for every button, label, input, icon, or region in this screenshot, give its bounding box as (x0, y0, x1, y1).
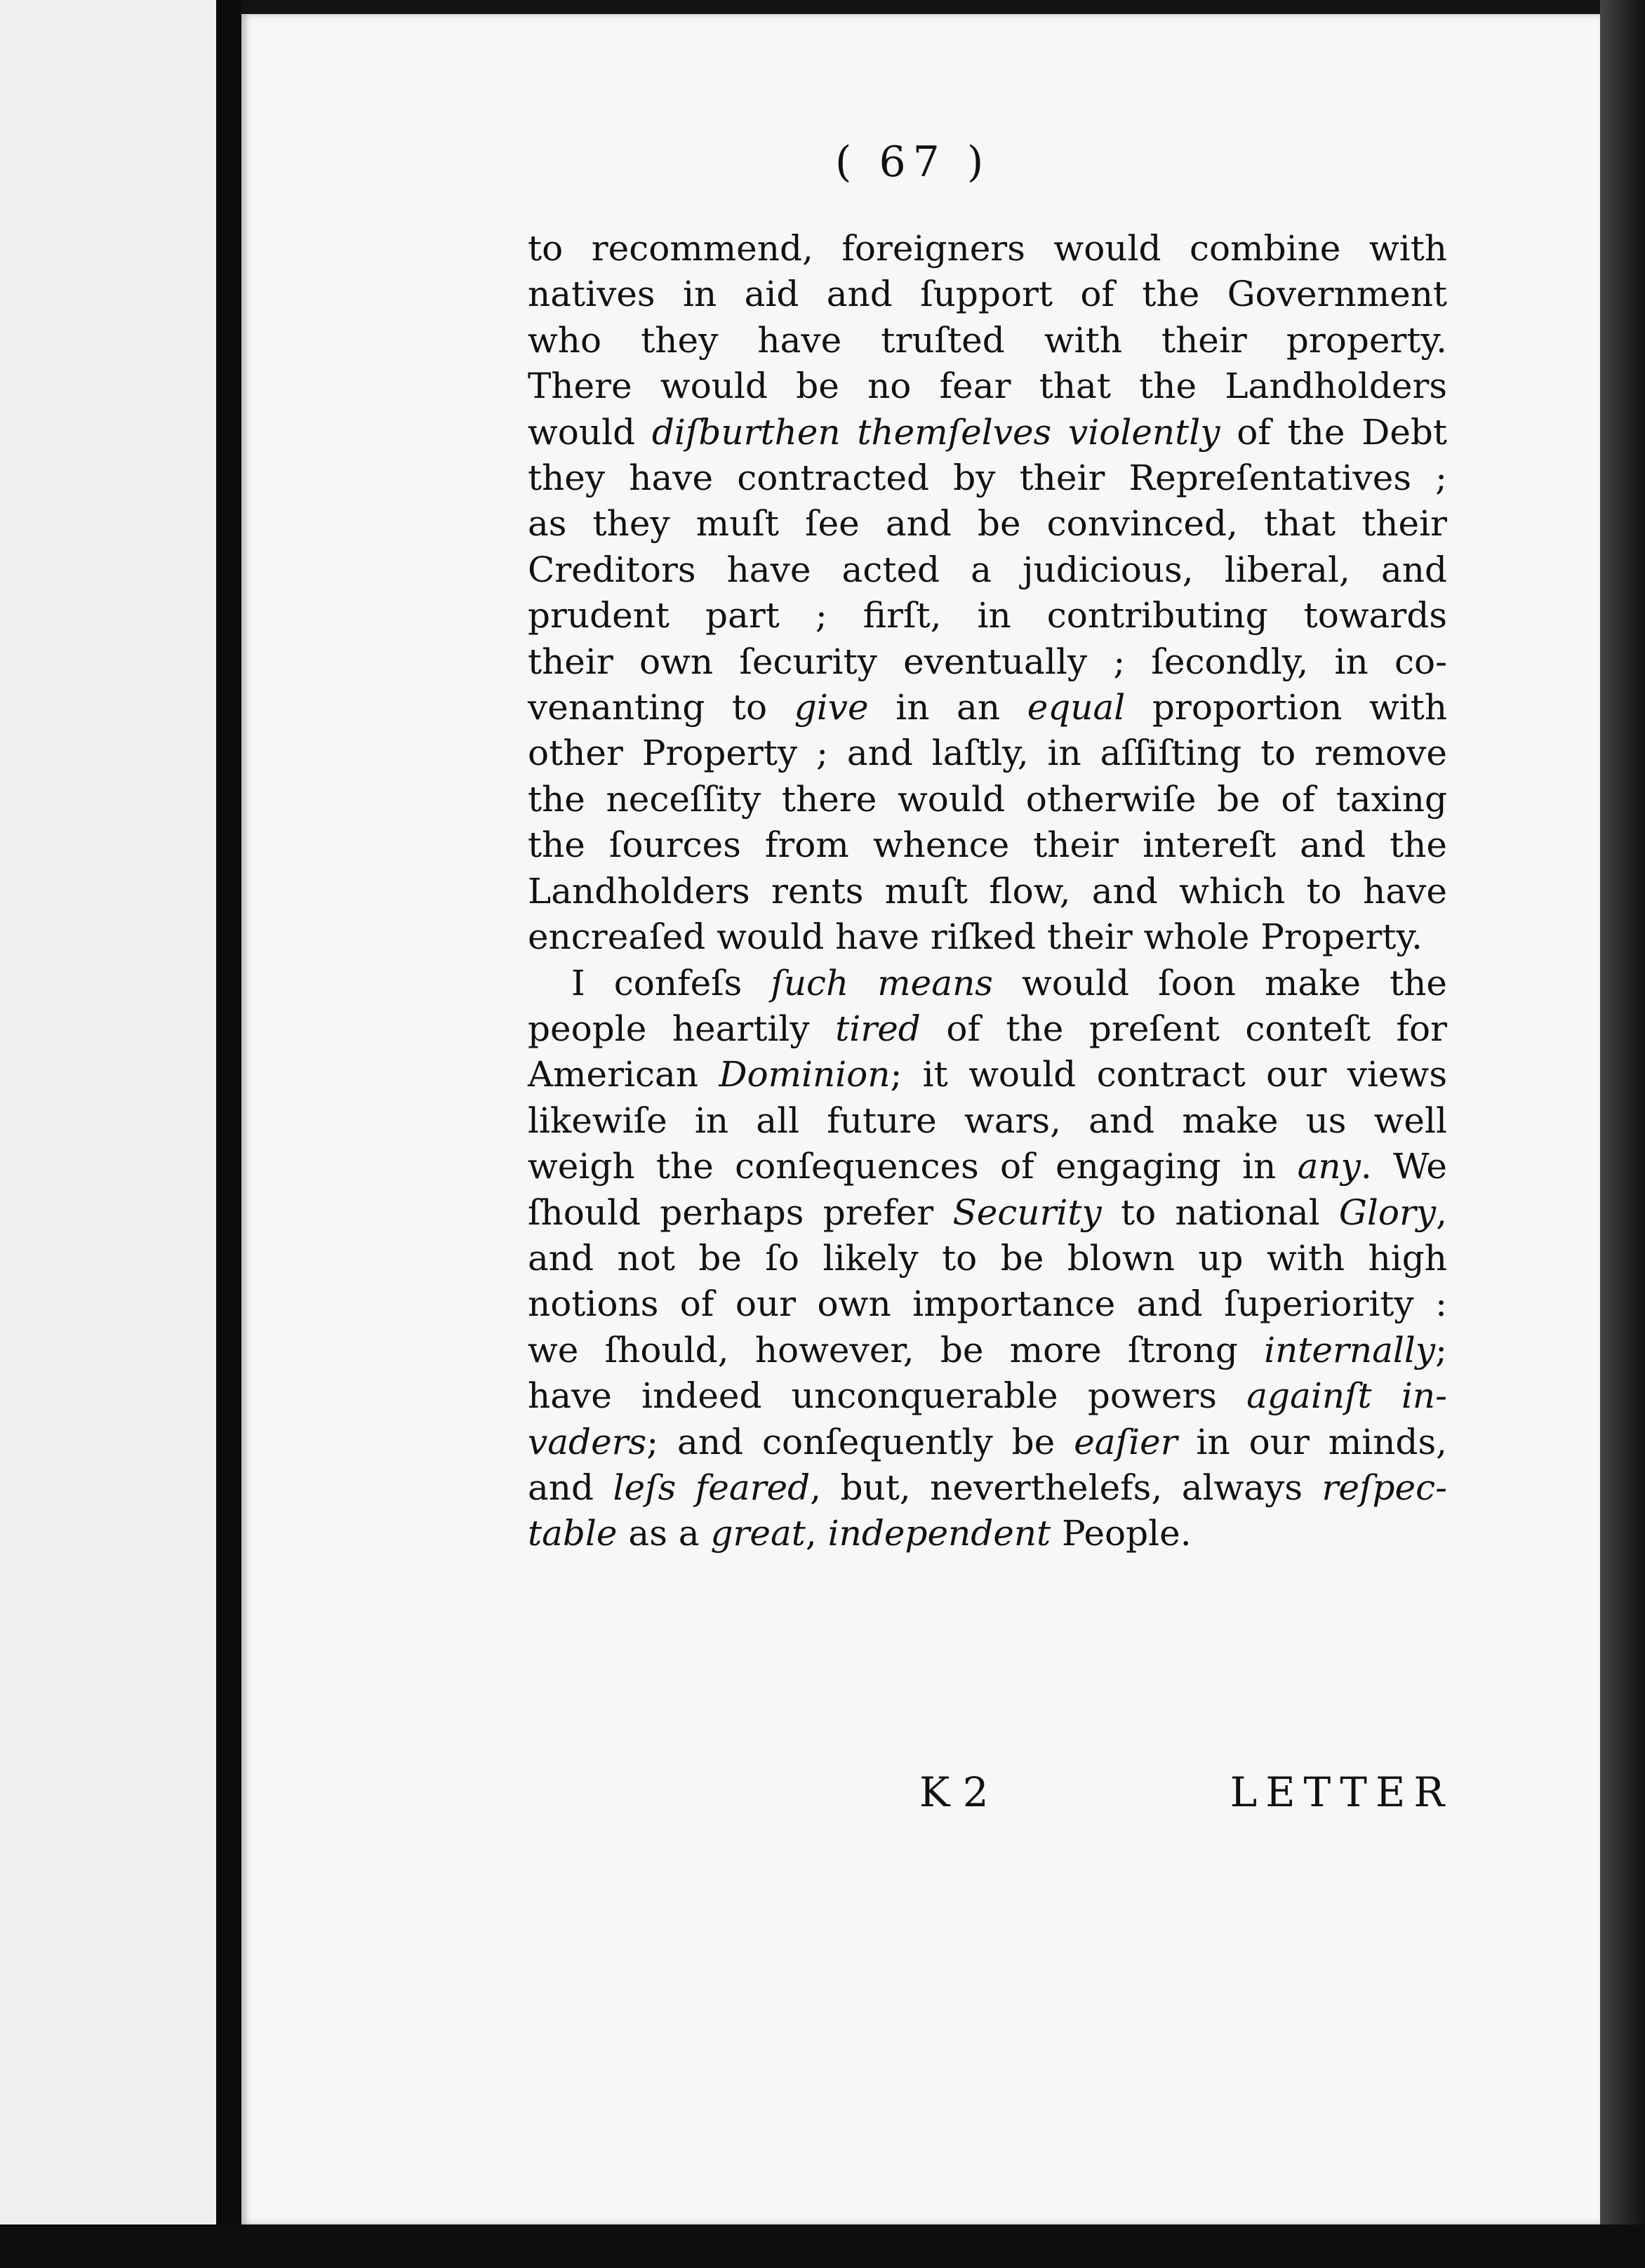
text-run: People. (1051, 1513, 1192, 1554)
italic-text: great (710, 1513, 806, 1554)
text-run: ; and conſequently be (646, 1421, 1074, 1462)
text-line (528, 455, 1447, 501)
text-run: have indeed unconquerable powers (528, 1375, 1247, 1417)
text-line (528, 501, 1447, 547)
text-run: , but, neverthelefs, always (810, 1467, 1322, 1508)
text-run: to recommend, foreigners would combine with (528, 228, 1447, 269)
italic-text: table (528, 1513, 618, 1554)
italic-text: eaſier (1074, 1421, 1178, 1462)
text-run: would (528, 411, 652, 453)
text-line (528, 685, 1447, 731)
text-run: prudent part ; firſt, in contributing towards (528, 595, 1447, 636)
text-line (528, 226, 1447, 272)
italic-text: any (1297, 1146, 1361, 1187)
text-line (528, 914, 1447, 960)
italic-text: againſt in- (1246, 1375, 1447, 1417)
text-run: natives in aid and ſupport of the Government (528, 274, 1447, 315)
text-line (528, 639, 1447, 685)
text-run: I confeſs (571, 962, 771, 1003)
text-run: of the preſent conteſt for (920, 1008, 1447, 1049)
text-run: their own ſecurity eventually ; ſecondly, in co- (528, 641, 1447, 682)
text-run: proportion with (1125, 687, 1448, 728)
text-line (528, 822, 1447, 868)
text-run: as they muſt ſee and be convinced, that their (528, 503, 1447, 545)
text-line (528, 1281, 1447, 1327)
text-line (528, 961, 1447, 1006)
text-run: people heartily (528, 1008, 836, 1049)
text-run: other Property ; and laſtly, in aſſiſting to remove (528, 733, 1447, 774)
page-number: ( 67 ) (835, 138, 991, 187)
italic-text: Glory (1338, 1192, 1437, 1233)
italic-text: independent (827, 1513, 1051, 1554)
text-run: ſhould perhaps prefer (528, 1192, 953, 1233)
left-page (0, 0, 216, 2268)
italic-text: vaders (528, 1421, 647, 1462)
text-run: and (528, 1467, 613, 1508)
text-run: , (805, 1513, 828, 1554)
text-line (528, 1465, 1447, 1511)
text-run: we ſhould, however, be more ſtrong (528, 1329, 1265, 1370)
text-run: of the Debt (1220, 411, 1448, 453)
text-line (528, 1236, 1447, 1281)
italic-text: Dominion (719, 1054, 891, 1095)
text-line (528, 1144, 1447, 1189)
text-run: and not be ſo likely to be blown up with high (528, 1237, 1447, 1279)
text-run: in an (868, 687, 1027, 728)
text-run: who they have truſted with their property. (528, 319, 1447, 361)
text-line (528, 272, 1447, 317)
text-run: . We (1360, 1146, 1447, 1187)
text-line (528, 1190, 1447, 1236)
text-line (528, 1373, 1447, 1419)
text-line (528, 1098, 1447, 1144)
text-line (528, 869, 1447, 914)
text-line (528, 1006, 1447, 1052)
text-run: they have contracted by their Repreſentatives ; (528, 458, 1447, 499)
italic-text: diſburthen themſelves violently (651, 411, 1220, 453)
book-gutter (216, 0, 241, 2268)
text-line (528, 1328, 1447, 1373)
text-run: venanting to (528, 687, 794, 728)
italic-text: ſuch means (771, 962, 993, 1003)
body-text (528, 226, 1447, 1557)
text-line (528, 318, 1447, 363)
italic-text: equal (1027, 687, 1126, 728)
text-run: , (1436, 1192, 1447, 1233)
text-run: ; it would contract our views (890, 1054, 1447, 1095)
catchword: LETTER (1230, 1768, 1453, 1816)
page-footer (919, 1768, 1453, 1825)
text-run: ; (1435, 1329, 1447, 1370)
signature-mark: K 2 (919, 1768, 989, 1816)
text-run: notions of our own importance and ſuperiority : (528, 1283, 1447, 1325)
text-run: likewiſe in all future wars, and make us well (528, 1100, 1447, 1141)
text-line (528, 777, 1447, 822)
italic-text: leſs feared (613, 1467, 811, 1508)
text-line (528, 731, 1447, 776)
text-run: to national (1101, 1192, 1339, 1233)
text-run: weigh the conſequences of engaging in (528, 1146, 1298, 1187)
text-run: would ſoon make the (992, 962, 1447, 1003)
page-edge (1600, 0, 1645, 2268)
text-run: as a (617, 1513, 711, 1554)
italic-text: internally (1264, 1329, 1436, 1370)
text-run: American (528, 1054, 719, 1095)
text-run: Landholders rents muſt flow, and which to have (528, 870, 1447, 912)
text-line (528, 593, 1447, 639)
text-line (528, 1420, 1447, 1465)
italic-text: give (794, 687, 869, 728)
text-run: There would be no fear that the Landholders (528, 366, 1447, 407)
bottom-edge (0, 2224, 1645, 2268)
text-line (528, 363, 1447, 409)
text-line (528, 1052, 1447, 1098)
italic-text: Security (952, 1192, 1102, 1233)
text-line (528, 1511, 1447, 1556)
text-line (528, 410, 1447, 455)
italic-text: reſpec- (1321, 1467, 1447, 1508)
italic-text: tired (835, 1008, 921, 1049)
text-run: Creditors have acted a judicious, liberal, and (528, 549, 1447, 590)
text-run: the ſources from whence their intereſt and the (528, 825, 1447, 866)
text-run: the neceſſity there would otherwiſe be of taxing (528, 778, 1447, 820)
text-run: encreaſed would have riſked their whole Property. (528, 916, 1423, 958)
text-run: in our minds, (1177, 1421, 1447, 1462)
text-line (528, 547, 1447, 593)
